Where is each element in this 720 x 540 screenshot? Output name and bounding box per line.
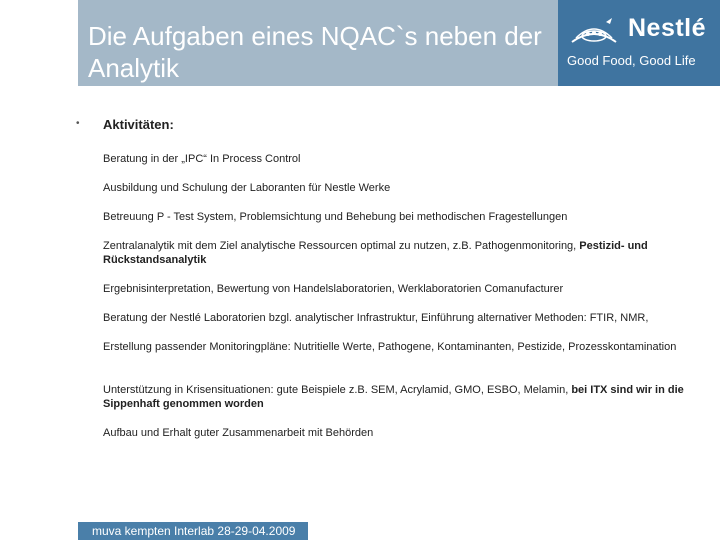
- activity-item: Beratung der Nestlé Laboratorien bzgl. analytischer Infrastruktur, Einführung alternativer Methoden: FTIR, NMR,: [103, 312, 649, 324]
- activity-item: Unterstützung in Krisensituationen: gute Beispiele z.B. SEM, Acrylamid, GMO, ESBO, Melamin, bei ITX sind wir in die Sippenhaft genommen worden: [103, 384, 684, 410]
- brand-logo: Nestlé: [628, 14, 707, 42]
- bullet-icon: •: [76, 118, 80, 129]
- activity-item: Ausbildung und Schulung der Laboranten für Nestle Werke: [103, 182, 391, 194]
- activity-item: Erstellung passender Monitoringpläne: Nutritielle Werte, Pathogene, Kontaminanten, Pestizide, Prozesskontamination: [103, 341, 677, 353]
- activity-item: Ergebnisinterpretation, Bewertung von Handelslaboratorien, Werklaboratorien Comanufacturer: [103, 283, 564, 295]
- activity-item: Betreuung P - Test System, Problemsichtung und Behebung bei methodischen Fragestellungen: [103, 211, 568, 223]
- brand-tagline: Good Food, Good Life: [567, 53, 696, 68]
- slide-title: Die Aufgaben eines NQAC`s neben der Analytik: [88, 21, 542, 83]
- activity-item: Aufbau und Erhalt guter Zusammenarbeit mit Behörden: [103, 427, 374, 439]
- footer-text: muva kempten Interlab 28-29-04.2009: [92, 524, 296, 538]
- header-left-spacer: [0, 0, 78, 86]
- nest-logo-icon: [568, 12, 620, 48]
- activity-item: Beratung in der „IPC“ In Process Control: [103, 153, 301, 165]
- section-heading: Aktivitäten:: [103, 117, 174, 132]
- activity-item: Zentralanalytik mit dem Ziel analytische Ressourcen optimal zu nutzen, z.B. Pathogenmonitoring, Pestizid- und Rückstandsanalytik: [103, 240, 648, 266]
